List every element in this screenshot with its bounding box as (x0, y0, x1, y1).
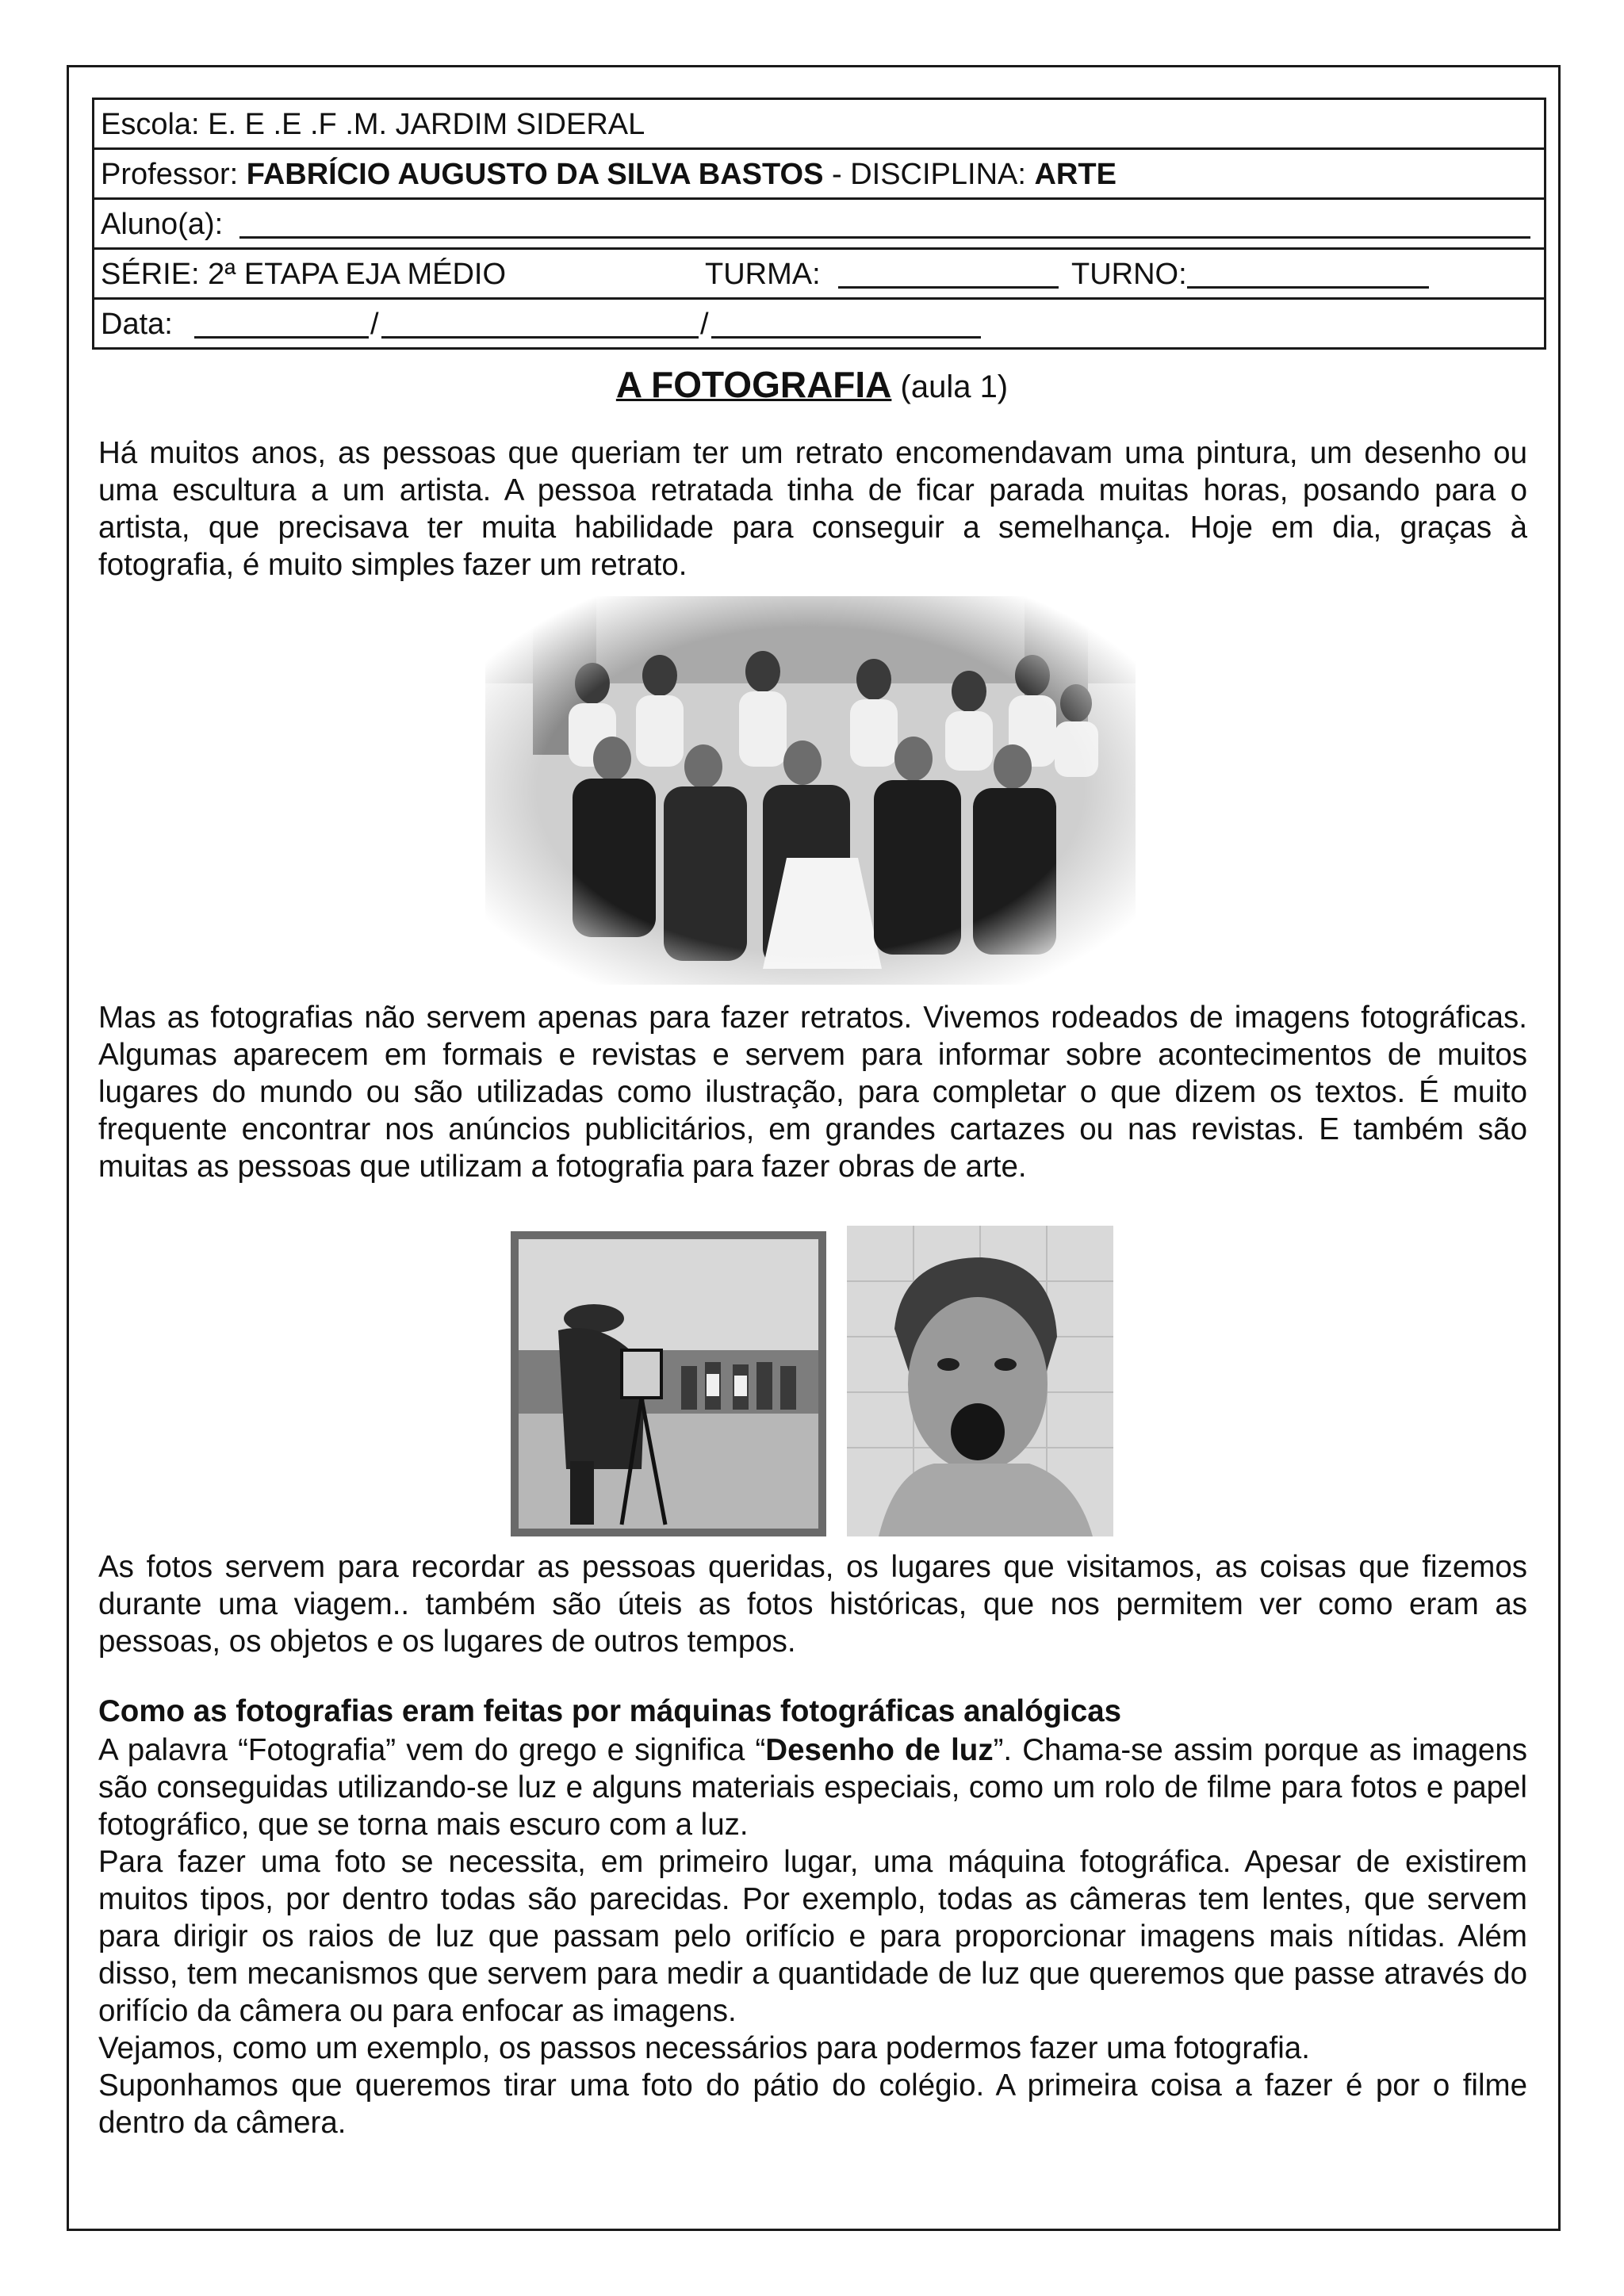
section-heading: Como as fotografias eram feitas por máquinas fotográficas analógicas (98, 1694, 1122, 1728)
shift-label: TURNO: (1071, 258, 1187, 291)
date-day-field[interactable] (194, 336, 369, 339)
discipline-label: - DISCIPLINA: (823, 158, 1035, 191)
school-label: Escola: E. E .E .F .M. JARDIM SIDERAL (101, 108, 645, 141)
paragraph-camera: Para fazer uma foto se necessita, em primeiro lugar, uma máquina fotográfica. Apesar de existirem muitos tipos, por dentro todas são parecidas. Por exemplo, todas as câmeras tem lentes, que servem para dirigir os raios de luz que passam pelo orifício e para proporcionar imagens mais nítidas. Além disso, tem mecanismos que servem para medir a quantidade de luz que queremos que passe através do orifício da câmera ou para enfocar as imagens. (98, 1845, 1527, 2028)
class-field[interactable] (838, 286, 1059, 289)
photographer-photo (511, 1231, 826, 1536)
paragraph-memories: As fotos servem para recordar as pessoas queridas, os lugares que visitamos, as coisas que fizemos durante uma viagem.. também são úteis as fotos históricas, que nos permitem ver como eram as pessoas, os objetos e os lugares de outros tempos. (98, 1550, 1527, 1659)
professor-name: FABRÍCIO AUGUSTO DA SILVA BASTOS (246, 158, 824, 191)
shift-field[interactable] (1187, 286, 1429, 289)
date-month-field[interactable] (381, 336, 699, 339)
definition-bold: Desenho de luz (765, 1733, 994, 1767)
date-year-field[interactable] (711, 336, 981, 339)
title-main: A FOTOGRAFIA (615, 364, 892, 405)
header-table (92, 98, 1546, 350)
student-label: Aluno(a): (101, 208, 224, 241)
definition-text-b: ”. Chama-se assim porque as imagens são conseguidas utilizando-se luz e alguns materiais especiais, como um rolo de filme para fotos e papel fotográfico, que se torna mais escuro com a luz. (98, 1733, 1527, 1842)
paragraph-uses: Mas as fotografias não servem apenas para fazer retratos. Vivemos rodeados de imagens fotográficas. Algumas aparecem em formais e revistas e servem para informar sobre acontecimentos de muitos lugares do mundo ou são utilizadas como ilustração, para completar o que dizem os textos. É muito frequente encontrar nos anúncios publicitários, em grandes cartazes ou nas revistas. E também são muitas as pessoas que utilizam a fotografia para fazer obras de arte. (98, 1001, 1527, 1184)
professor-info (101, 159, 1116, 189)
definition-text-a: A palavra “Fotografia” vem do grego e significa “ (98, 1733, 766, 1767)
series-label: SÉRIE: 2ª ETAPA EJA MÉDIO (101, 258, 507, 291)
paragraph-example: Vejamos, como um exemplo, os passos necessários para podermos fazer uma fotografia. (98, 2031, 1310, 2065)
discipline-value: ARTE (1034, 158, 1116, 191)
student-row (94, 200, 1544, 250)
paragraph-school-yard: Suponhamos que queremos tirar uma foto do pátio do colégio. A primeira coisa a fazer é por o filme dentro da câmera. (98, 2068, 1527, 2140)
professor-label: Professor: (101, 158, 247, 191)
school-row (94, 100, 1544, 150)
professor-row (94, 150, 1544, 200)
paragraph-definition (98, 1732, 1527, 1843)
date-row (94, 300, 1544, 347)
paragraph-intro: Há muitos anos, as pessoas que queriam ter um retrato encomendavam uma pintura, um desenho ou uma escultura a um artista. A pessoa retratada tinha de ficar parada muitas horas, posando para o artista, que precisava ter muita habilidade para conseguir a semelhança. Hoje em dia, graças à fotografia, é muito simples fazer um retrato. (98, 436, 1527, 582)
date-label: Data: (101, 308, 173, 341)
date-separator: / (700, 308, 709, 341)
family-portrait-photo (485, 596, 1136, 985)
date-separator: / (370, 308, 379, 341)
student-name-field[interactable] (239, 236, 1530, 239)
page-title (0, 363, 1624, 406)
shower-scream-photo (847, 1226, 1113, 1536)
series-row (94, 250, 1544, 300)
title-sub: (aula 1) (891, 369, 1009, 404)
class-label: TURMA: (705, 258, 821, 291)
